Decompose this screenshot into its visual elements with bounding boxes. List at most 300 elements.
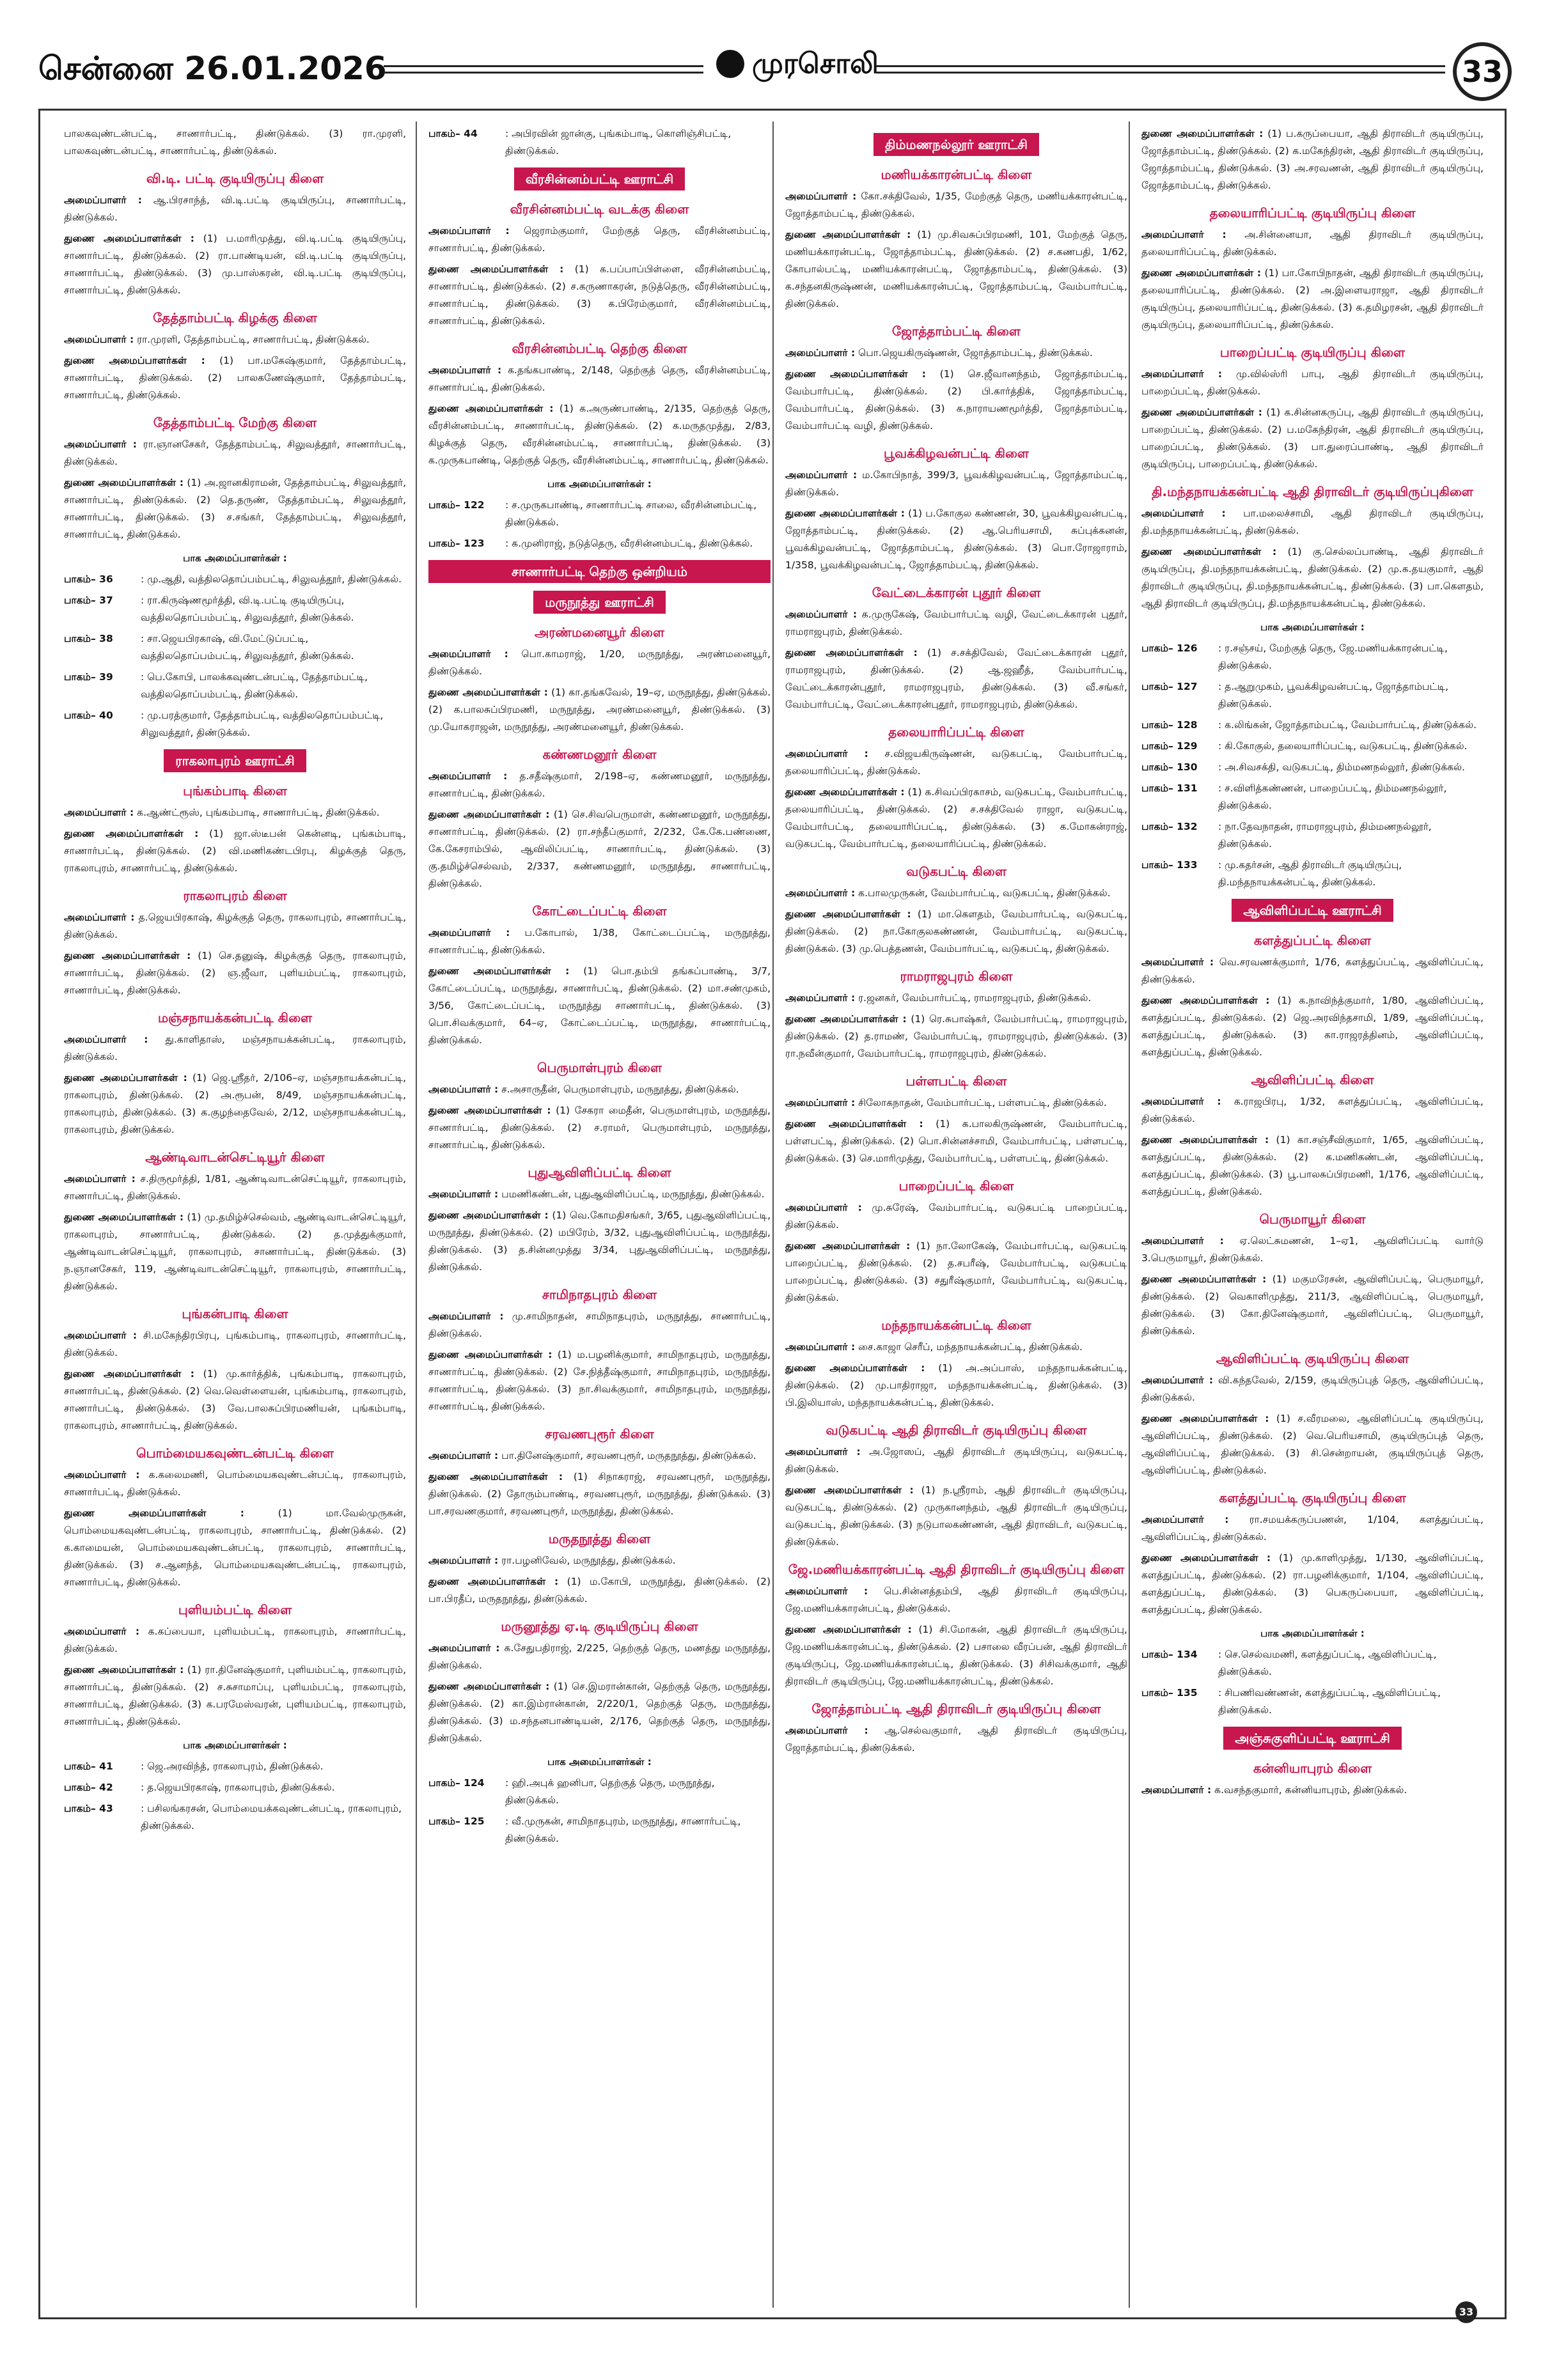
booth-number: பாகம்– 41 — [64, 1761, 113, 1772]
booth-number: பாகம்– 127 — [1141, 681, 1198, 692]
organizer-label: அமைப்பாளர் : — [428, 1450, 499, 1461]
branch-heading: வடுகபட்டி கிளை — [906, 864, 1006, 879]
column-2 — [428, 125, 771, 2305]
entry-text: து.காளிதாஸ், மஞ்சநாயக்கன்பட்டி, ராகலாபுரம், திண்டுக்கல். — [64, 1034, 406, 1062]
entry-text: மு.சுரேஷ், வேம்பார்பட்டி, வடுகபட்டி பாறைப்பட்டி, திண்டுக்கல். — [785, 1202, 1127, 1231]
column-rule — [1129, 121, 1130, 2308]
deputy-label: துணை அமைப்பாளர்கள் : — [428, 1471, 563, 1482]
branch-heading: சரவணபுரூர் கிளை — [545, 1426, 654, 1442]
deputy-label: துணை அமைப்பாளர்கள் : — [428, 965, 570, 977]
organizer-label: அமைப்பாளர் : — [64, 194, 142, 206]
entry-text: பெ.சின்னத்தம்பி, ஆதி திராவிடர் குடியிருப்பு, ஜே.மணியக்காரன்பட்டி, திண்டுக்கல். — [785, 1585, 1127, 1614]
deputy-organizers-entry — [1141, 543, 1484, 612]
organizer-entry — [785, 188, 1127, 222]
booth-organizer: : ச.முருகபாண்டி, சாணார்பட்டி சாலை, வீரசின்னம்பட்டி, திண்டுக்கல். — [505, 499, 757, 528]
booth-number: பாகம்– 40 — [64, 710, 113, 721]
booth-organizer: : அ.சிவசக்தி, வடுகபட்டி, திம்மணநல்லூர், திண்டுக்கல். — [1218, 761, 1465, 773]
booth-number: பாகம்– 44 — [428, 128, 478, 139]
entry-text: சை.காஜா செரீப், மந்தநாயக்கன்பட்டி, திண்டுக்கல். — [858, 1341, 1083, 1353]
booth-organizers-heading: பாக அமைப்பாளர்கள் : — [183, 1739, 287, 1751]
entry-text: ஆ.செல்வகுமார், ஆதி திராவிடர் குடியிருப்பு, ஜோத்தாம்பட்டி, திண்டுக்கல். — [785, 1725, 1127, 1754]
deputy-label: துணை அமைப்பாளர்கள் : — [785, 786, 905, 798]
section-banner-text: அஞ்சுகுளிப்பட்டி ஊராட்சி — [1223, 1727, 1402, 1750]
organizer-entry — [64, 1171, 406, 1205]
entry-text: பொ.ஜெயகிருஷ்ணன், ஜோத்தாம்பட்டி, திண்டுக்கல். — [858, 347, 1093, 359]
organizer-label: அமைப்பாளர் : — [785, 1725, 868, 1736]
deputy-organizers-entry — [64, 474, 406, 543]
entry-text: ச.திருமூர்த்தி, 1/81, ஆண்டிவாடன்செட்டியூர், ராகலாபுரம், சாணார்பட்டி, திண்டுக்கல். — [64, 1173, 406, 1202]
column-4 — [1141, 125, 1484, 2305]
organizer-entry — [1141, 1372, 1484, 1406]
branch-heading: தி.மந்தநாயக்கன்பட்டி ஆதி திராவிடர் குடியிருப்புகிளை — [1152, 484, 1473, 499]
branch-heading: அரண்மனையூர் கிளை — [534, 625, 665, 640]
organizer-entry — [1141, 1233, 1484, 1267]
booth-organizers-heading: பாக அமைப்பாளர்கள் : — [183, 552, 287, 564]
booth-entry — [64, 592, 406, 626]
organizer-label: அமைப்பாளர் : — [1141, 1096, 1221, 1107]
deputy-organizers-entry — [785, 906, 1127, 958]
booth-organizer: : சிபணிவண்ணன், களத்துப்பட்டி, ஆவிளிப்பட்டி, திண்டுக்கல். — [1218, 1687, 1441, 1716]
section-banner-text: திம்மணநல்லூர் ஊராட்சி — [873, 133, 1039, 156]
organizer-entry — [428, 1552, 771, 1569]
organizer-label: அமைப்பாளர் : — [785, 609, 858, 620]
organizer-label: அமைப்பாளர் : — [1141, 1784, 1212, 1796]
entry-text: க.பாலமுருகன், வேம்பார்பட்டி, வடுகபட்டி, திண்டுக்கல். — [858, 887, 1111, 899]
deputy-label: துணை அமைப்பாளர்கள் : — [785, 1362, 925, 1374]
entry-text: ரா.முரளி, தேத்தாம்பட்டி, சாணார்பட்டி, திண்டுக்கல். — [137, 334, 370, 345]
entry-text: (1) மகுமரேசன், ஆவிளிப்பட்டி, பெருமாயூர், திண்டுக்கல். (2) வெகாளிமுத்து, 211/3, ஆவிளிப்பட்டி, பெருமாயூர், திண்டுக்கல். (3) கோ.தினேஷ்குமார், ஆவிளிப்பட்டி, பெருமாயூர், திண்டுக்கல். — [1141, 1273, 1484, 1337]
branch-heading: தலையாரிப்பட்டி கிளை — [888, 724, 1024, 740]
deputy-organizers-entry — [1141, 1410, 1484, 1479]
entry-text: (1) நா.லோகேஷ், வேம்பார்பட்டி, வடுகபட்டி பாறைப்பட்டி, திண்டுக்கல். (2) த.சபரீஷ், வேம்பார்பட்டி, வடுகபட்டி பாறைப்பட்டி, திண்டுக்கல். (3) சதுரீஷ்குமார், வேம்பார்பட்டி, வடுகபட்டி, திண்டுக்கல். — [785, 1240, 1127, 1303]
deputy-label: துணை அமைப்பாளர்கள் : — [785, 1013, 907, 1025]
deputy-label: துணை அமைப்பாளர்கள் : — [428, 809, 550, 820]
booth-organizer: : ர.சஞ்சய், மேற்குத் தெரு, ஜே.மணியக்காரன்பட்டி, திண்டுக்கல். — [1218, 642, 1448, 671]
organizer-entry — [428, 222, 771, 257]
deputy-label: துணை அமைப்பாளர்கள் : — [785, 908, 911, 920]
booth-number: பாகம்– 37 — [64, 595, 113, 606]
booth-number: பாகம்– 132 — [1141, 821, 1198, 832]
deputy-organizers-entry — [64, 947, 406, 999]
deputy-label: துணை அமைப்பாளர்கள் : — [428, 1576, 559, 1587]
organizer-label: அமைப்பாளர் : — [785, 1446, 861, 1458]
entry-text: பா.மலைச்சாமி, ஆதி திராவிடர் குடியிருப்பு, தி.மந்தநாயக்கன்பட்டி, திண்டுக்கல். — [1141, 508, 1484, 536]
booth-entry — [1141, 759, 1484, 776]
paper-name — [716, 47, 879, 84]
entry-text: (1) க.பாலகிருஷ்ணன், வேம்பார்பட்டி, பள்ளபட்டி, திண்டுக்கல். (2) பொ.சின்னச்சாமி, வேம்பார்பட்டி, பள்ளபட்டி, திண்டுக்கல். (3) செ.மாரிமுத்து, வேம்பார்பட்டி, பள்ளபட்டி, திண்டுக்கல். — [785, 1118, 1127, 1164]
booth-organizer: : ரா.கிருஷ்ணமூர்த்தி, வி.டி.பட்டி குடியிருப்பு, வத்திலதொப்பம்பட்டி, சிலுவத்தூர், திண்டுக்கல். — [141, 595, 354, 623]
entry-text: (1) ப.மாரிமுத்து, வி.டி.பட்டி குடியிருப்பு, சாணார்பட்டி, திண்டுக்கல். (2) ரா.பாண்டியன், வி.டி.பட்டி குடியிருப்பு, சாணார்பட்டி, திண்டுக்கல். (3) மு.பாஸ்கரன், வி.டி.பட்டி குடியிருப்பு, சாணார்பட்டி, திண்டுக்கல். — [64, 233, 406, 296]
deputy-label: துணை அமைப்பாளர்கள் : — [1141, 407, 1262, 418]
booth-entry — [428, 1775, 771, 1809]
entry-text: வெ.சரவணக்குமார், 1/76, களத்துப்பட்டி, ஆவிளிப்பட்டி, திண்டுக்கல். — [1141, 956, 1484, 985]
organizer-label: அமைப்பாளர் : — [785, 992, 856, 1004]
entry-text: (1) அ.ஜானகிராமன், தேத்தாம்பட்டி, சிலுவத்தூர், சாணார்பட்டி, திண்டுக்கல். (2) தெ.தருண், தேத்தாம்பட்டி, சிலுவத்தூர், சாணார்பட்டி, திண்டுக்கல். (3) ச.சங்கர், தேத்தாம்பட்டி, சிலுவத்தூர், சாணார்பட்டி, திண்டுக்கல். — [64, 477, 406, 540]
booth-organizer: : பெ.கோபி, பாலக்கவுண்டன்பட்டி, தேத்தாம்பட்டி, வத்திலதொப்பம்பட்டி, திண்டுக்கல். — [141, 671, 368, 700]
organizer-entry — [64, 804, 406, 821]
entry-text: சிலோகநாதன், வேம்பார்பட்டி, பள்ளபட்டி, திண்டுக்கல். — [858, 1097, 1107, 1108]
branch-heading: பள்ளபட்டி கிளை — [905, 1073, 1007, 1089]
section-banner — [785, 133, 1127, 156]
entry-text: (1) ச.சக்திவேல், வேட்டைக்காரன் புதூர், ராமராஜபுரம், திண்டுக்கல். (2) ஆ.ஜஹீத், வேம்பார்பட்டி, வேட்டைக்காரன்புதூர், ராமராஜபுரம், திண்டுக்கல். (3) வீ.சங்கர், வேம்பார்பட்டி, வேட்டைக்காரன்புதூர், ராமராஜபுரம், திண்டுக்கல். — [785, 647, 1127, 710]
deputy-organizers-entry — [64, 230, 406, 299]
organizer-label: அமைப்பாளர் : — [785, 1341, 856, 1353]
entry-text: (1) பா.கோபிநாதன், ஆதி திராவிடர் குடியிருப்பு, தலையாரிப்பட்டி, திண்டுக்கல். (2) அ.இளையராஜா, ஆதி திராவிடர் குடியிருப்பு, தலையாரிப்பட்டி, திண்டுக்கல். (3) க.தமிழரசன், ஆதி திராவிடர் குடியிருப்பு, தலையாரிப்பட்டி, திண்டுக்கல். — [1141, 267, 1484, 331]
organizer-label: அமைப்பாளர் : — [64, 1469, 140, 1481]
organizer-label: அமைப்பாளர் : — [64, 1330, 137, 1341]
organizer-entry — [64, 909, 406, 944]
entry-text: க.கலைமணி, பொம்மையகவுண்டன்பட்டி, ராகலாபுரம், சாணார்பட்டி, திண்டுக்கல். — [64, 1469, 406, 1498]
entry-text: பமணிகண்டன், புதுஆவிளிப்பட்டி, மருநூத்து, திண்டுக்கல். — [501, 1188, 765, 1200]
deputy-organizers-entry — [785, 1360, 1127, 1412]
entry-text: மு.சாமிநாதன், சாமிநாதபுரம், மருநூத்து, சாணார்பட்டி, திண்டுக்கல். — [428, 1311, 771, 1339]
branch-heading: மணியக்காரன்பட்டி கிளை — [881, 167, 1032, 182]
deputy-organizers-entry — [64, 1365, 406, 1435]
deputy-label: துணை அமைப்பாளர்கள் : — [64, 1368, 194, 1380]
deputy-label: துணை அமைப்பாளர்கள் : — [428, 263, 564, 275]
deputy-organizers-entry — [428, 1678, 771, 1747]
organizer-entry — [64, 1031, 406, 1066]
booth-entry — [1141, 857, 1484, 891]
entry-text: ம.கோபிநாத், 399/3, பூவக்கிழவன்பட்டி, ஜோத்தாம்பட்டி, திண்டுக்கல். — [785, 469, 1127, 498]
deputy-organizers-entry — [785, 505, 1127, 574]
deputy-organizers-entry — [64, 825, 406, 877]
entry-text: ரா.பழனிவேல், மருநூத்து, திண்டுக்கல். — [501, 1555, 676, 1566]
branch-heading: ராகலாபுரம் கிளை — [183, 888, 287, 903]
deputy-label: துணை அமைப்பாளர்கள் : — [64, 950, 191, 961]
organizer-label: அமைப்பாளர் : — [64, 1034, 148, 1045]
entry-text: (1) சேகரா மைதீன், பெருமாள்புரம், மருநூத்து, சாணார்பட்டி, திண்டுக்கல். (2) ச.ராமர், பெருமாள்புரம், மருநூத்து, சாணார்பட்டி, திண்டுக்கல். — [428, 1105, 771, 1151]
section-banner — [1141, 899, 1484, 922]
organizer-entry — [785, 345, 1127, 362]
entry-text: ரா.ஞானசேகர், தேத்தாம்பட்டி, சிலுவத்தூர், சாணார்பட்டி, திண்டுக்கல். — [64, 439, 406, 467]
section-banner-text: ஆவிளிப்பட்டி ஊராட்சி — [1232, 899, 1393, 922]
booth-organizer: : நா.தேவநாதன், ராமராஜபுரம், திம்மணநல்லூர், திண்டுக்கல். — [1218, 821, 1432, 850]
booth-number: பாகம்– 38 — [64, 633, 113, 644]
booth-number: பாகம்– 130 — [1141, 761, 1198, 773]
branch-heading: ஜோத்தாம்பட்டி ஆதி திராவிடர் குடியிருப்பு கிளை — [811, 1701, 1101, 1716]
deputy-label: துணை அமைப்பாளர்கள் : — [428, 1349, 552, 1360]
entry-text: ப.கோபால், 1/38, கோட்டைப்பட்டி, மருநூத்து, சாணார்பட்டி, திண்டுக்கல். — [428, 927, 771, 956]
booth-organizers-heading: பாக அமைப்பாளர்கள் : — [1260, 621, 1365, 633]
booth-organizer: : த.ஆறுமுகம், பூவக்கிழவன்பட்டி, ஜோத்தாம்பட்டி, திண்டுக்கல். — [1218, 681, 1449, 710]
organizer-label: அமைப்பாளர் : — [785, 1097, 856, 1108]
organizer-label: அமைப்பாளர் : — [1141, 1235, 1224, 1247]
entry-text: ரா.சமயக்கருப்பணன், 1/104, களத்துப்பட்டி, ஆவிளிப்பட்டி, திண்டுக்கல். — [1141, 1514, 1484, 1543]
booth-organizer: : ஜெ.அரவிந்த், ராகலாபுரம், திண்டுக்கல். — [141, 1761, 324, 1772]
organizer-entry — [1141, 954, 1484, 988]
branch-heading: களத்துப்பட்டி குடியிருப்பு கிளை — [1219, 1490, 1406, 1505]
deputy-organizers-entry — [428, 1102, 771, 1154]
branch-heading: ராமராஜபுரம் கிளை — [900, 968, 1013, 984]
entry-text: (1) ச.வீரமலை, ஆவிளிப்பட்டி குடியிருப்பு, ஆவிளிப்பட்டி, திண்டுக்கல். (2) வெ.பெரியசாமி, குடியிருப்புத் தெரு, ஆவிளிப்பட்டி, திண்டுக்கல். (3) சி.சென்றாயன், குடியிருப்புத் தெரு, ஆவிளிப்பட்டி, திண்டுக்கல். — [1141, 1413, 1484, 1476]
booth-number: பாகம்– 43 — [64, 1803, 113, 1814]
entry-text: (1) செ.தனுஷ், கிழக்குத் தெரு, ராகலாபுரம், சாணார்பட்டி, திண்டுக்கல். (2) ஞ.ஜீவா, புளியம்பட்டி, ராகலாபுரம், சாணார்பட்டி, திண்டுக்கல். — [64, 950, 406, 996]
deputy-label: துணை அமைப்பாளர்கள் : — [64, 1664, 184, 1676]
booth-entry — [64, 1800, 406, 1835]
entry-text: பொ.காமராஜ், 1/20, மருநூத்து, அரண்மனையூர், திண்டுக்கல். — [428, 648, 771, 677]
deputy-organizers-entry — [1141, 404, 1484, 473]
entry-text: (1) ப.கோகுல கண்ணன், 30, பூவக்கிழவன்பட்டி, ஜோத்தாம்பட்டி, திண்டுக்கல். (2) ஆ.பெரியசாமி, சுப்புக்கனன், பூவக்கிழவன்பட்டி, ஜோத்தாம்பட்டி, திண்டுக்கல். (3) பொ.ரோஜாராம், 1/358, பூவக்கிழவன்பட்டி, ஜோத்தாம்பட்டி, திண்டுக்கல். — [785, 508, 1127, 571]
section-banner — [428, 560, 771, 583]
organizer-entry — [1141, 1511, 1484, 1546]
booth-number: பாகம்– 123 — [428, 538, 485, 549]
page-number-footer: 33 — [1455, 2301, 1477, 2323]
booth-organizers-heading: பாக அமைப்பாளர்கள் : — [1260, 1628, 1365, 1639]
organizer-label: அமைப்பாளர் : — [785, 347, 856, 359]
column-1 — [64, 125, 406, 2305]
branch-heading: மருதநூத்து கிளை — [548, 1531, 651, 1546]
organizer-label: அமைப்பாளர் : — [1141, 1514, 1229, 1525]
booth-organizer: : த.ஜெயபிரகாஷ், ராகலாபுரம், திண்டுக்கல். — [141, 1782, 335, 1793]
deputy-organizers-entry — [1141, 125, 1484, 194]
organizer-entry — [1141, 1093, 1484, 1128]
organizer-label: அமைப்பாளர் : — [64, 1173, 136, 1185]
organizer-entry — [785, 745, 1127, 780]
branch-heading: ஆவிளிப்பட்டி குடியிருப்பு கிளை — [1216, 1351, 1409, 1366]
deputy-organizers-entry — [1141, 1550, 1484, 1619]
deputy-organizers-entry — [428, 1346, 771, 1415]
deputy-label: துணை அமைப்பாளர்கள் : — [785, 1240, 911, 1252]
page-number-badge: 33 — [1453, 42, 1512, 101]
booth-number: பாகம்– 39 — [64, 671, 113, 683]
branch-heading: கோட்டைப்பட்டி கிளை — [532, 903, 667, 919]
booth-number: பாகம்– 133 — [1141, 859, 1198, 871]
organizer-label: அமைப்பாளர் : — [428, 648, 508, 660]
organizer-label: அமைப்பாளர் : — [1141, 508, 1226, 519]
organizer-label: அமைப்பாளர் : — [1141, 229, 1226, 240]
booth-organizer: : க.முனிராஜ், நடுத்தெரு, வீரசின்னம்பட்டி, திண்டுக்கல். — [505, 538, 753, 549]
section-banner — [428, 591, 771, 614]
organizer-entry — [64, 1327, 406, 1362]
booth-entry — [1141, 1646, 1484, 1681]
paper-logo-icon — [716, 50, 744, 78]
organizer-entry — [64, 331, 406, 348]
organizer-entry — [428, 362, 771, 396]
section-banner-text: ராகலாபுரம் ஊராட்சி — [164, 749, 306, 772]
entry-text: க.ராஜபிரபு, 1/32, களத்துப்பட்டி, ஆவிளிப்பட்டி, திண்டுக்கல். — [1141, 1096, 1484, 1124]
deputy-organizers-entry — [1141, 1132, 1484, 1201]
organizer-entry — [785, 1199, 1127, 1234]
entry-text: (1) மு.சிவசுப்பிரமணி, 101, மேற்குத் தெரு, மணியக்காரன்பட்டி, ஜோத்தாம்பட்டி, திண்டுக்கல். (2) ச.கணபதி, 1/62, கோபால்பட்டி, மணியக்காரன்பட்டி, ஜோத்தாம்பட்டி, திண்டுக்கல். (3) க.சந்தனகிருஷ்ணன், மணியக்காரன்பட்டி, ஜோத்தாம்பட்டி, வேம்பார்பட்டி, திண்டுக்கல். — [785, 229, 1127, 309]
organizer-entry — [428, 924, 771, 959]
booth-organizer: : அபிரவின் ஜான்கு, புங்கம்பாடி, கொளிஞ்சிபட்டி, திண்டுக்கல். — [505, 128, 732, 157]
branch-heading: கண்ணமனூர் கிளை — [542, 747, 657, 762]
branch-heading: ஜோத்தாம்பட்டி கிளை — [892, 323, 1021, 339]
deputy-label: துணை அமைப்பாளர்கள் : — [64, 355, 205, 366]
deputy-label: துணை அமைப்பாளர்கள் : — [785, 1624, 912, 1635]
masthead — [26, 37, 1517, 107]
branch-heading: கன்னியாபுரம் கிளை — [1253, 1761, 1372, 1776]
deputy-organizers-entry — [428, 1468, 771, 1520]
column-3 — [785, 125, 1127, 2305]
booth-entry — [64, 1779, 406, 1796]
booth-entry — [64, 571, 406, 588]
booth-entry — [428, 535, 771, 552]
deputy-organizers-entry — [64, 352, 406, 404]
deputy-organizers-entry — [785, 784, 1127, 853]
entry-text: கோ.சக்திவேல், 1/35, மேற்குத் தெரு, மணியக்காரன்பட்டி, ஜோத்தாம்பட்டி, திண்டுக்கல். — [785, 191, 1127, 219]
branch-heading: சாமிநாதபுரம் கிளை — [542, 1287, 657, 1302]
deputy-organizers-entry — [1141, 1271, 1484, 1340]
branch-heading: பாறைப்பட்டி குடியிருப்பு கிளை — [1219, 345, 1406, 360]
branch-heading: பாறைப்பட்டி கிளை — [898, 1178, 1014, 1194]
organizer-label: அமைப்பாளர் : — [785, 748, 868, 759]
entry-text: க.முருகேஷ், வேம்பார்பட்டி வழி, வேட்டைக்காரன் புதூர், ராமராஜபுரம், திண்டுக்கல். — [785, 609, 1127, 637]
booth-entry — [428, 1813, 771, 1847]
entry-text: (1) ந.ஸ்ரீராம், ஆதி திராவிடர் குடியிருப்பு, வடுகபட்டி, திண்டுக்கல். (2) முருகானந்தம், ஆதி திராவிடர் குடியிருப்பு, வடுகபட்டி, திண்டுக்கல். (3) நடுபாலகண்ணன், ஆதி திராவிடர், வடுகபட்டி, திண்டுக்கல். — [785, 1484, 1127, 1548]
deputy-label: துணை அமைப்பாளர்கள் : — [1141, 267, 1262, 279]
organizer-label: அமைப்பாளர் : — [428, 927, 510, 938]
entry-text: (1) சிநாகராஜ், சரவணபுரூர், மருநூத்து, திண்டுக்கல். (2) தோரும்பாண்டி, சரவணபுரூர், மருநூத்து, திண்டுக்கல். (3) பா.சரவணகுமார், சரவணபுரூர், மருநூத்து, திண்டுக்கல். — [428, 1471, 771, 1517]
organizer-entry — [428, 768, 771, 802]
entry-text: ஆ.பிரசாந்த், வி.டி.பட்டி குடியிருப்பு, சாணார்பட்டி, திண்டுக்கல். — [64, 194, 406, 223]
deputy-label: துணை அமைப்பாளர்கள் : — [428, 687, 548, 698]
deputy-label: துணை அமைப்பாளர்கள் : — [64, 1072, 187, 1084]
deputy-label: துணை அமைப்பாளர்கள் : — [1141, 1552, 1271, 1564]
booth-number: பாகம்– 134 — [1141, 1649, 1198, 1660]
entry-text: (1) க.அருண்பாண்டி, 2/135, தெற்குத் தெரு, வீரசின்னம்பட்டி, சாணார்பட்டி, திண்டுக்கல். (2) க.மருதமுத்து, 2/83, கிழக்குத் தெரு, வீரசின்னம்பட்டி, சாணார்பட்டி, திண்டுக்கல். (3) க.முருகபாண்டி, தெற்குத் தெரு, வீரசின்னம்பட்டி, சாணார்பட்டி, திண்டுக்கல். — [428, 403, 771, 466]
entry-text: (1) மா.கௌதம், வேம்பார்பட்டி, வடுகபட்டி, திண்டுக்கல். (2) நா.கோகுலகண்ணன், வேம்பார்பட்டி, வடுகபட்டி, திண்டுக்கல். (3) மு.பெத்தணன், வேம்பார்பட்டி, வடுகபட்டி, திண்டுக்கல். — [785, 908, 1127, 954]
organizer-label: அமைப்பாளர் : — [64, 1626, 140, 1637]
entry-text: (1) ம.கோபி, மருநூத்து, திண்டுக்கல். (2) பா.பிரதீப், மருதநூத்து, திண்டுக்கல். — [428, 1576, 771, 1605]
branch-heading: ஜே.மணியக்காரன்பட்டி ஆதி திராவிடர் குடியிருப்பு கிளை — [788, 1562, 1125, 1577]
deputy-label: துணை அமைப்பாளர்கள் : — [428, 1105, 551, 1116]
entry-text: (1) ம.பழனிக்குமார், சாமிநாதபுரம், மருநூத்து, சாணார்பட்டி, திண்டுக்கல். (2) சே.நித்தீஷ்குமார், சாமிநாதபுரம், மருநூத்து, சாணார்பட்டி, திண்டுக்கல். (3) நா.சிவக்குமார், சாமிநாதபுரம், மருநூத்து, சாணார்பட்டி, திண்டுக்கல். — [428, 1349, 771, 1412]
entry-text: (1) மு.காளிமுத்து, 1/130, ஆவிளிப்பட்டி, களத்துப்பட்டி, திண்டுக்கல். (2) ரா.பழனிக்குமார், 1/104, ஆவிளிப்பட்டி, களத்துப்பட்டி, திண்டுக்கல். (3) பெகருப்பையா, ஆவிளிப்பட்டி, களத்துப்பட்டி, திண்டுக்கல். — [1141, 1552, 1484, 1615]
deputy-organizers-entry — [785, 1116, 1127, 1167]
booth-entry — [1141, 640, 1484, 674]
entry-text: (1) வெ.கோமதிசங்கர், 3/65, புதுஆவிளிப்பட்டி, மருநூத்து, திண்டுக்கல். (2) மபிரேம், 3/32, புதுஆவிளிப்பட்டி, மருநூத்து, திண்டுக்கல். (3) த.சின்னமுத்து 3/34, புதுஆவிளிப்பட்டி, மருநூத்து, திண்டுக்கல். — [428, 1209, 771, 1273]
booth-number: பாகம்– 126 — [1141, 642, 1198, 654]
organizer-entry — [428, 1186, 771, 1203]
entry-text: (1) க.நாவிந்த்குமார், 1/80, ஆவிளிப்பட்டி, களத்துப்பட்டி, திண்டுக்கல். (2) ஜெ.அரவிந்தசாமி, 1/89, ஆவிளிப்பட்டி, களத்துப்பட்டி, திண்டுக்கல். (3) கா.ராஜரத்தினம், ஆவிளிப்பட்டி, களத்துப்பட்டி, திண்டுக்கல். — [1141, 995, 1484, 1058]
organizer-entry — [64, 1466, 406, 1501]
entry-text: க.வசந்தகுமார், கன்னியாபுரம், திண்டுக்கல். — [1214, 1784, 1407, 1796]
section-banner-text: சாணார்பட்டி தெற்கு ஒன்றியம் — [428, 560, 771, 583]
deputy-organizers-entry — [785, 226, 1127, 313]
section-banner — [428, 167, 771, 191]
organizer-entry — [428, 1308, 771, 1342]
booth-entry — [64, 630, 406, 665]
booth-number: பாகம்– 42 — [64, 1782, 113, 1793]
organizer-label: அமைப்பாளர் : — [428, 770, 508, 782]
entry-text: (1) கு.செல்லப்பாண்டி, ஆதி திராவிடர் குடியிருப்பு, தி.மந்தநாயக்கன்பட்டி, திண்டுக்கல். (2) மு.க.தயகுமார், ஆதி திராவிடர் குடியிருப்பு, தி.மந்தநாயக்கன்பட்டி, திண்டுக்கல். (3) பா.கௌதம், ஆதி திராவிடர் குடியிருப்பு, தி.மந்தநாயக்கன்பட்டி, திண்டுக்கல். — [1141, 546, 1484, 609]
organizer-label: அமைப்பாளர் : — [428, 225, 510, 237]
branch-heading: களத்துப்பட்டி கிளை — [1253, 933, 1372, 948]
entry-text: க.கப்பையா, புளியம்பட்டி, ராகலாபுரம், சாணார்பட்டி, திண்டுக்கல். — [64, 1626, 406, 1654]
organizer-entry — [785, 606, 1127, 641]
deputy-organizers-entry — [64, 1069, 406, 1139]
deputy-organizers-entry — [64, 1505, 406, 1591]
masthead-rule-left — [384, 65, 703, 74]
entry-text: (1) ரா.தினேஷ்குமார், புளியம்பட்டி, ராகலாபுரம், சாணார்பட்டி, திண்டுக்கல். (2) ச.சுசாமாப்பு, புளியம்பட்டி, ராகலாபுரம், சாணார்பட்டி, திண்டுக்கல். (3) க.பரமேஸ்வரன், புளியம்பட்டி, ராகலாபுரம், சாணார்பட்டி, திண்டுக்கல். — [64, 1664, 406, 1727]
deputy-organizers-entry — [785, 1621, 1127, 1690]
branch-heading: தேத்தாம்பட்டி மேற்கு கிளை — [153, 415, 317, 430]
organizer-label: அமைப்பாளர் : — [428, 1084, 499, 1095]
dateline: சென்னை 26.01.2026 — [38, 50, 387, 87]
organizer-entry — [64, 1623, 406, 1658]
booth-organizer: : ஹி.அபுக் ஹனிபா, தெற்குத் தெரு, மருநூத்து, திண்டுக்கல். — [505, 1777, 715, 1806]
entry-text: (1) செ.இமரான்கான், தெற்குத் தெரு, மருநூத்து, திண்டுக்கல். (2) கா.இம்ரான்கான், 2/220/1, தெற்குத் தெரு, மருநூத்து, திண்டுக்கல். (3) ம.சந்தனபாண்டியன், 2/176, தெற்குத் தெரு, மருநூத்து, திண்டுக்கல். — [428, 1681, 771, 1744]
entry-text: (1) செ.ஜீவானந்தம், ஜோத்தாம்பட்டி, வேம்பார்பட்டி, திண்டுக்கல். (2) பி.கார்த்திக், ஜோத்தாம்பட்டி, வேம்பார்பட்டி, திண்டுக்கல். (3) க.நாராயணமூர்த்தி, ஜோத்தாம்பட்டி, வேம்பார்பட்டி வழி, திண்டுக்கல். — [785, 368, 1127, 432]
organizer-entry — [1141, 1782, 1484, 1799]
entry-text: (1) க.சிவப்பிரகாசம், வடுகபட்டி, வேம்பார்பட்டி, தலையாரிப்பட்டி, திண்டுக்கல். (2) ச.சக்திவேல் ராஜா, வடுகபட்டி, வேம்பார்பட்டி, தலையாரிப்பட்டி, திண்டுக்கல். (3) க.மோகன்ராஜ், வடுகபட்டி, வேம்பார்பட்டி, தலையாரிப்பட்டி, திண்டுக்கல். — [785, 786, 1127, 850]
organizer-entry — [785, 1443, 1127, 1478]
paper-name-text: முரசொலி — [752, 47, 879, 80]
booth-entry — [1141, 678, 1484, 713]
booth-organizers-heading: பாக அமைப்பாளர்கள் : — [547, 1756, 652, 1768]
branch-heading: வடுகபட்டி ஆதி திராவிடர் குடியிருப்பு கிளை — [826, 1422, 1087, 1438]
deputy-organizers-entry — [785, 1482, 1127, 1551]
organizer-label: அமைப்பாளர் : — [785, 1202, 862, 1213]
organizer-label: அமைப்பாளர் : — [1141, 368, 1223, 380]
branch-heading: மஞ்சநாயக்கன்பட்டி கிளை — [157, 1010, 313, 1025]
booth-organizer: : மு.கதர்சன், ஆதி திராவிடர் குடியிருப்பு, தி.மந்தநாயக்கன்பட்டி, திண்டுக்கல். — [1218, 859, 1402, 888]
entry-text: அ.ஜோஸப், ஆதி திராவிடர் குடியிருப்பு, வடுகபட்டி, திண்டுக்கல். — [785, 1446, 1127, 1475]
entry-text: (1) க.பப்பாப்பிள்ளை, வீரசின்னம்பட்டி, சாணார்பட்டி, திண்டுக்கல். (2) ச.கருணாகரன், நடுத்தெரு, வீரசின்னம்பட்டி, சாணார்பட்டி, திண்டுக்கல். (3) க.பிரேம்குமார், வீரசின்னம்பட்டி, சாணார்பட்டி, திண்டுக்கல். — [428, 263, 771, 327]
entry-text: ஏ.லெட்சுமணன், 1–ஏ1, ஆவிளிப்பட்டி வார்டு 3.பெருமாயூர், திண்டுக்கல். — [1141, 1235, 1484, 1264]
deputy-label: துணை அமைப்பாளர்கள் : — [428, 1209, 549, 1221]
entry-text: (1) சி.மோகன், ஆதி திராவிடர் குடியிருப்பு, ஜே.மணியக்காரன்பட்டி, திண்டுக்கல். (2) பசாலை வீரப்பன், ஆதி திராவிடர் குடியிருப்பு, ஜே.மணியக்காரன்பட்டி, திண்டுக்கல். (3) சிசிவக்குமார், ஆதி திராவிடர் குடியிருப்பு, ஜே.மணியக்காரன்பட்டி, திண்டுக்கல். — [785, 1624, 1127, 1687]
booth-entry — [1141, 717, 1484, 734]
entry-text: (1) ப.கருப்பையா, ஆதி திராவிடர் குடியிருப்பு, ஜோத்தாம்பட்டி, திண்டுக்கல். (2) க.மகேந்திரன், ஆதி திராவிடர் குடியிருப்பு, ஜோத்தாம்பட்டி, திண்டுக்கல். (3) அ.சரவணன், ஆதி திராவிடர் குடியிருப்பு, ஜோத்தாம்பட்டி, திண்டுக்கல். — [1141, 128, 1484, 191]
booth-number: பாகம்– 135 — [1141, 1687, 1198, 1699]
deputy-label: துணை அமைப்பாளர்கள் : — [64, 1211, 184, 1223]
organizer-entry — [785, 467, 1127, 501]
branch-heading: வி.டி. பட்டி குடியிருப்பு கிளை — [146, 171, 324, 186]
entry-text: வி.கந்தவேல், 2/159, குடியிருப்புத் தெரு, ஆவிளிப்பட்டி, திண்டுக்கல். — [1141, 1374, 1484, 1403]
booth-organizer: : வீ.முருகன், சாமிநாதபுரம், மருநூத்து, சாணார்பட்டி, திண்டுக்கல். — [505, 1816, 741, 1844]
organizer-entry — [64, 436, 406, 471]
deputy-label: துணை அமைப்பாளர்கள் : — [1141, 546, 1277, 557]
branch-heading: தேத்தாம்பட்டி கிழக்கு கிளை — [153, 310, 317, 325]
organizer-label: அமைப்பாளர் : — [428, 364, 502, 376]
booth-entry — [428, 497, 771, 531]
branch-heading: வீரசின்னம்பட்டி வடக்கு கிளை — [510, 201, 689, 217]
booth-organizer: : சா.ஜெயபிரகாஷ், வி.மேட்டுப்பட்டி, வத்திலதொப்பம்பட்டி, சிலுவத்தூர், திண்டுக்கல். — [141, 633, 354, 662]
organizer-entry — [785, 1722, 1127, 1757]
organizer-entry — [64, 192, 406, 226]
branch-heading: மந்தநாயக்கன்பட்டி கிளை — [881, 1318, 1031, 1333]
branch-heading: புங்கம்பாடி கிளை — [183, 783, 287, 798]
deputy-organizers-entry — [785, 1238, 1127, 1307]
deputy-organizers-entry — [785, 366, 1127, 435]
booth-entry — [1141, 1684, 1484, 1719]
branch-heading: தலையாரிப்பட்டி குடியிருப்பு கிளை — [1209, 205, 1416, 221]
organizer-label: அமைப்பாளர் : — [64, 807, 134, 818]
booth-entry — [1141, 738, 1484, 755]
entry-text: ஜெராம்குமார், மேற்குத் தெரு, வீரசின்னம்பட்டி, சாணார்பட்டி, திண்டுக்கல். — [428, 225, 771, 254]
entry-text: (1) கா.சஞ்சீவிகுமார், 1/65, ஆவிளிப்பட்டி, களத்துப்பட்டி, திண்டுக்கல். (2) க.மணிகண்டன், ஆவிளிப்பட்டி, களத்துப்பட்டி, திண்டுக்கல். (3) பூ.பாலசுப்பிரமணி, 1/176, ஆவிளிப்பட்டி, களத்துப்பட்டி, திண்டுக்கல். — [1141, 1134, 1484, 1197]
organizer-label: அமைப்பாளர் : — [1141, 956, 1214, 968]
booth-entry — [428, 125, 771, 160]
column-rule — [416, 121, 417, 2308]
entry-text: க.ஆண்ட்ரூஸ், புங்கம்பாடி, சாணார்பட்டி, திண்டுக்கல். — [137, 807, 380, 818]
booth-organizer: : கி.கோகுல், தலையாரிப்பட்டி, வடுகபட்டி, திண்டுக்கல். — [1218, 740, 1468, 752]
entry-text: க.சேதுபதிராஜ், 2/225, தெற்குத் தெரு, மணத்து மருநூத்து, திண்டுக்கல். — [428, 1642, 771, 1671]
organizer-label: அமைப்பாளர் : — [785, 887, 856, 899]
entry-text: க.தங்கபாண்டி, 2/148, தெற்குத் தெரு, வீரசின்னம்பட்டி, சாணார்பட்டி, திண்டுக்கல். — [428, 364, 771, 393]
entry-text: மு.வில்ஸ்ரி பாபு, ஆதி திராவிடர் குடியிருப்பு, பாறைப்பட்டி, திண்டுக்கல். — [1141, 368, 1484, 397]
deputy-label: துணை அமைப்பாளர்கள் : — [785, 508, 905, 519]
deputy-organizers-entry — [428, 963, 771, 1049]
booth-number: பாகம்– 122 — [428, 499, 485, 511]
deputy-label: துணை அமைப்பாளர்கள் : — [428, 403, 554, 414]
branch-heading: மருனூத்து ஏ.டி குடியிருப்பு கிளை — [501, 1619, 698, 1634]
entry-text: (1) செ.சிவபெருமாள், கண்ணமனூர், மருநூத்து, சாணார்பட்டி, திண்டுக்கல். (2) ரா.சந்தீப்குமார், 2/232, கே.கே.பண்ணை, கே.கேசராம்பில், ஆவிலிப்பட்டி, சாணார்பட்டி, திண்டுக்கல். (3) கு.தமிழ்ச்செல்வம், 2/337, கண்ணமனூர், மருநூத்து, சாணார்பட்டி, திண்டுக்கல். — [428, 809, 771, 889]
entry-text: (1) ஜெ.ஸ்ரீதர், 2/106–ஏ, மஞ்சநாயக்கன்பட்டி, ராகலாபுரம், திண்டுக்கல். (2) அ.ரூபன், 8/49, மஞ்சநாயக்கன்பட்டி, ராகலாபுரம், திண்டுக்கல். (3) க.குழந்தைவேல், 2/12, மஞ்சநாயக்கன்பட்டி, ராகலாபுரம், திண்டுக்கல். — [64, 1072, 406, 1135]
